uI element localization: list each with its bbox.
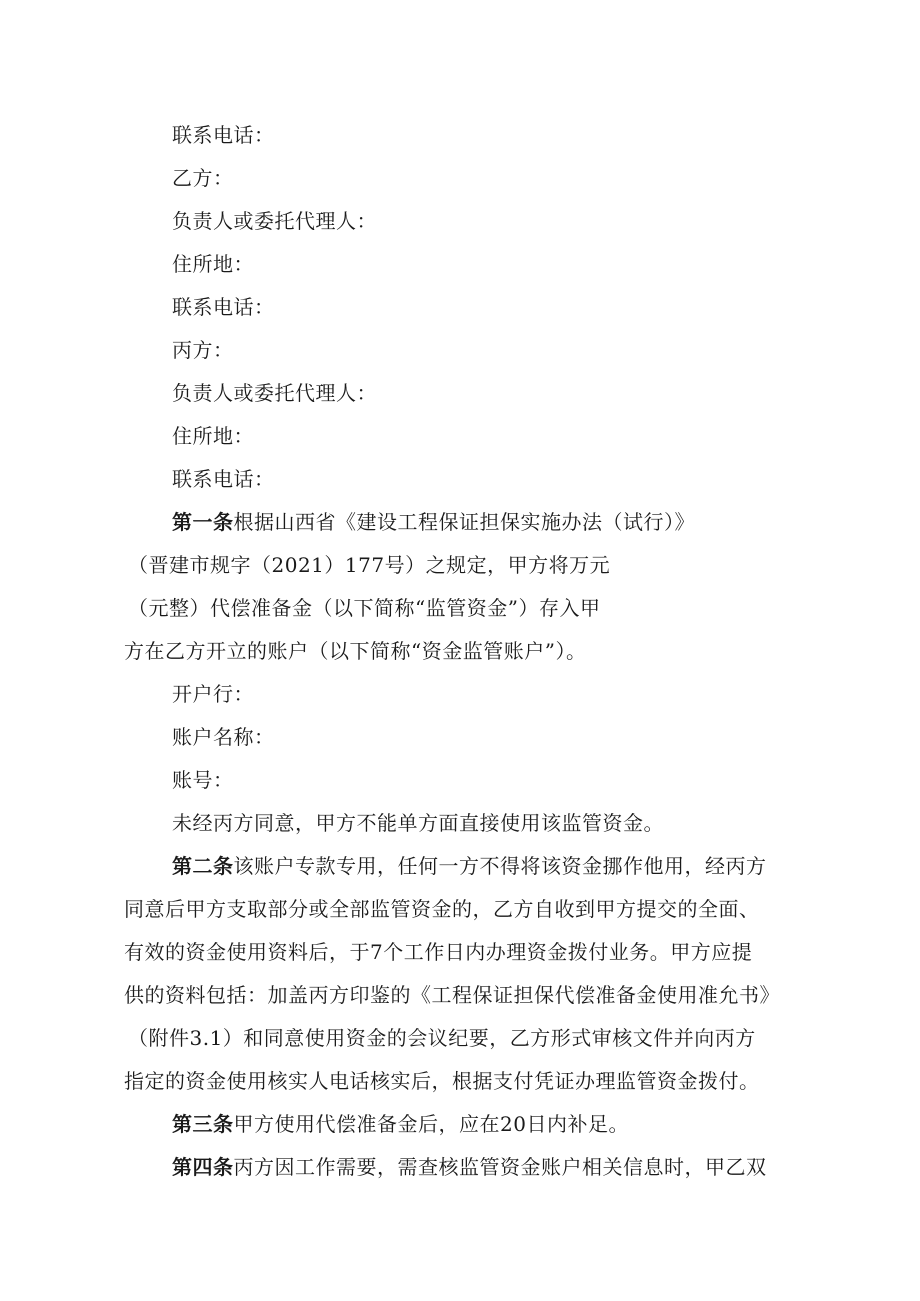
- article-1-heading: 第一条: [172, 510, 234, 534]
- article-4: [172, 1153, 767, 1181]
- article-2-heading: 第二条: [172, 854, 234, 878]
- article-2-line-6: 指定的资金使用核实人电话核实后，根据支付凭证办理监管资金拨付。: [124, 1069, 760, 1093]
- article-2-line-4: 供的资料包括：加盖丙方印鉴的《工程保证担保代偿准备金使用准允书》: [124, 983, 780, 1007]
- article-4-text: 丙方因工作需要，需查核监管资金账户相关信息时，甲乙双: [233, 1155, 767, 1179]
- party-b-phone: 联系电话：: [172, 295, 275, 319]
- party-c-address: 住所地：: [172, 424, 254, 448]
- article-3-heading: 第三条: [172, 1112, 234, 1136]
- article-4-heading: 第四条: [172, 1155, 234, 1179]
- article-1-line-2: （晋建市规字（2021）177号）之规定，甲方将万元: [128, 553, 611, 577]
- article-1-text-1: 根据山西省《建设工程保证担保实施办法（试行）》: [233, 510, 695, 534]
- party-c-representative: 负责人或委托代理人：: [172, 381, 377, 405]
- bank-label: 开户行：: [172, 682, 254, 706]
- article-3: [172, 1110, 629, 1138]
- article-1-note: 未经丙方同意，甲方不能单方面直接使用该监管资金。: [172, 811, 664, 835]
- article-2-text-1: 该账户专款专用，任何一方不得将该资金挪作他用，经丙方: [233, 854, 767, 878]
- party-b-representative: 负责人或委托代理人：: [172, 209, 377, 233]
- party-b-address: 住所地：: [172, 252, 254, 276]
- article-3-text: 甲方使用代偿准备金后，应在20日内补足。: [233, 1112, 629, 1136]
- party-a-phone: 联系电话：: [172, 123, 275, 147]
- article-1-line-3: （元整）代偿准备金（以下简称“监管资金”）存入甲: [128, 596, 601, 620]
- party-c-label: 丙方：: [172, 338, 234, 362]
- article-2-line-2: 同意后甲方支取部分或全部监管资金的，乙方自收到甲方提交的全面、: [124, 897, 760, 921]
- account-name-label: 账户名称：: [172, 725, 275, 749]
- account-number-label: 账号：: [172, 768, 234, 792]
- article-1-line-1: [172, 508, 695, 536]
- article-2-line-3: 有效的资金使用资料后，于7个工作日内办理资金拨付业务。甲方应提: [124, 940, 753, 964]
- party-b-label: 乙方：: [172, 166, 234, 190]
- party-c-phone: 联系电话：: [172, 467, 275, 491]
- article-1-line-4: 方在乙方开立的账户（以下简称“资金监管账户”）。: [124, 639, 587, 663]
- article-2-line-5: （附件3.1）和同意使用资金的会议纪要，乙方形式审核文件并向丙方: [128, 1026, 756, 1050]
- article-2-line-1: [172, 852, 767, 880]
